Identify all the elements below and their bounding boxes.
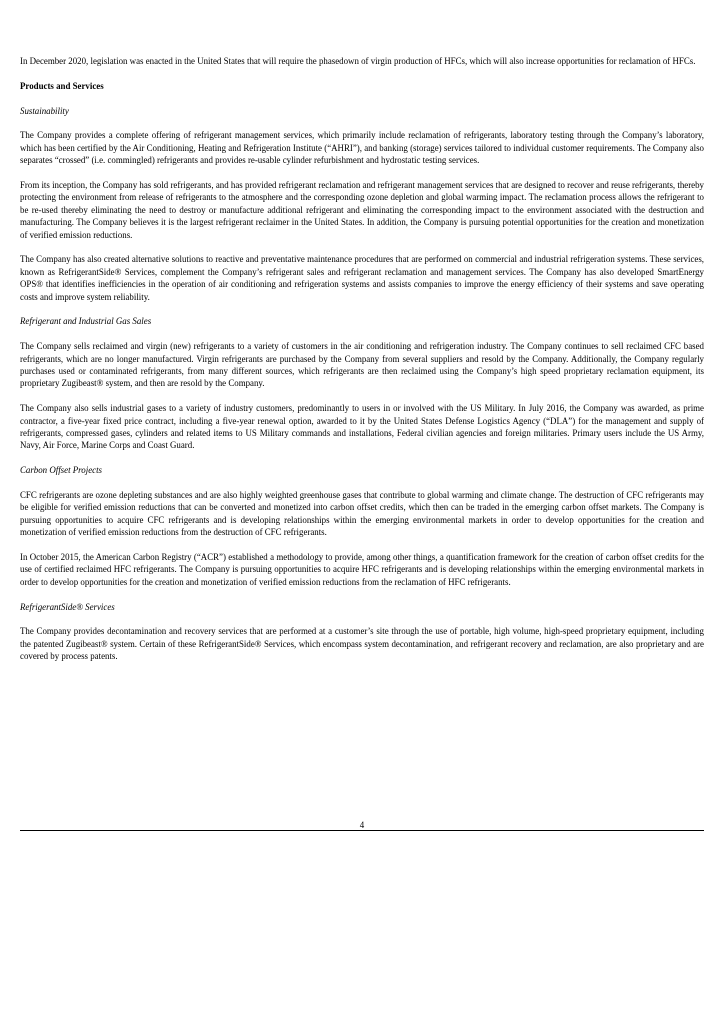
subheading-sustainability: Sustainability: [20, 105, 69, 116]
paragraph-carbon-1: CFC refrigerants are ozone depleting substances and are also highly weighted greenhouse gases that contribute to global warming and climate change. The destruction of CFC refrigerants may be eligible for verified emission reductions that can be converted and monetized into carbon offset credits, which then can be traded in the emerging carbon offset markets. The Company is pursuing opportunities to acquire CFC refrigerants and is developing relationships within the emerging environmental markets in order to develop opportunities for the creation and monetization of verified emission reductions from the destruction of CFC refrigerants.: [20, 490, 704, 538]
section-heading-products-services: Products and Services: [20, 80, 104, 91]
paragraph-carbon-2: In October 2015, the American Carbon Registry (“ACR”) established a methodology to provide, among other things, a quantification framework for the creation of carbon offset credits for the use of certified reclaimed HFC refrigerants. The Company is pursuing opportunities to acquire HFC refrigerants and is developing relationships within the emerging environmental markets in order to develop opportunities for the creation and monetization of verified emission reductions from the reclamation of HFC refrigerants.: [20, 552, 704, 587]
paragraph-sustainability-1: The Company provides a complete offering of refrigerant management services, which primarily include reclamation of refrigerants, laboratory testing through the Company’s laboratory, which has been certified by the Air Conditioning, Heating and Refrigeration Institute (“AHRI”), and banking (storage) services tailored to individual customer requirements. The Company also separates “crossed” (i.e. commingled) refrigerants and provides re-usable cylinder refurbishment and hydrostatic testing services.: [20, 130, 704, 166]
paragraph-sustainability-2: From its inception, the Company has sold refrigerants, and has provided refrigerant reclamation and refrigerant management services that are designed to recover and reuse refrigerants, thereby protecting the environment from release of refrigerants to the atmosphere and the corresponding ozone depletion and global warming impact. The reclamation process allows the refrigerant to be re-used thereby eliminating the need to destroy or manufacture additional refrigerant and eliminating the corresponding impact to the environment associated with the destruction and manufacturing. The Company believes it is the largest refrigerant reclaimer in the United States. In addition, the Company is pursuing potential opportunities for the creation and monetization of verified emission reductions.: [20, 180, 704, 240]
paragraph-sustainability-3: The Company has also created alternative solutions to reactive and preventative maintenance procedures that are performed on commercial and industrial refrigeration systems. These services, known as RefrigerantSide® Services, complement the Company’s refrigerant sales and refrigerant reclamation and management services. The Company has also developed SmartEnergy OPS® that identifies inefficiencies in the operation of air conditioning and refrigeration systems and assists companies to improve the energy efficiency of their systems and save operating costs and improve system reliability.: [20, 254, 704, 302]
paragraph-hfc-legislation: In December 2020, legislation was enacted in the United States that will require the phasedown of virgin production of HFCs, which will also increase opportunities for reclamation of HFCs.: [20, 56, 696, 66]
page-number: 4: [359, 820, 365, 830]
paragraph-refrigerantside-1: The Company provides decontamination and recovery services that are performed at a customer’s site through the use of portable, high volume, high-speed proprietary equipment, including the patented Zugibeast® system. Certain of these RefrigerantSide® Services, which encompass system decontamination, and refrigerant recovery and reclamation, are also proprietary and are covered by process patents.: [20, 626, 704, 662]
paragraph-sales-1: The Company sells reclaimed and virgin (new) refrigerants to a variety of customers in the air conditioning and refrigeration industry. The Company continues to sell reclaimed CFC based refrigerants, which are no longer manufactured. Virgin refrigerants are purchased by the Company from several suppliers and resold by the Company. Additionally, the Company regularly purchases used or contaminated refrigerants, from many different sources, which refrigerants are then reclaimed using the Company’s high speed proprietary reclamation equipment, its proprietary Zugibeast® system, and then are resold by the Company.: [20, 341, 704, 389]
subheading-refrigerantside-services: RefrigerantSide® Services: [20, 601, 115, 612]
paragraph-sales-2: The Company also sells industrial gases to a variety of industry customers, predominantly to users in or involved with the US Military. In July 2016, the Company was awarded, as prime contractor, a five-year fixed price contract, including a five-year renewal option, awarded to it by the United States Defense Logistics Agency (“DLA”) for the management and supply of refrigerants, compressed gases, cylinders and related items to US Military commands and installations, Federal civilian agencies and foreign militaries. Primary users include the US Army, Navy, Air Force, Marine Corps and Coast Guard.: [20, 403, 704, 451]
subheading-carbon-offset-projects: Carbon Offset Projects: [20, 465, 103, 476]
document-body: [20, 55, 704, 675]
subheading-refrigerant-industrial-gas-sales: Refrigerant and Industrial Gas Sales: [20, 316, 152, 327]
footer-divider: [20, 830, 704, 831]
